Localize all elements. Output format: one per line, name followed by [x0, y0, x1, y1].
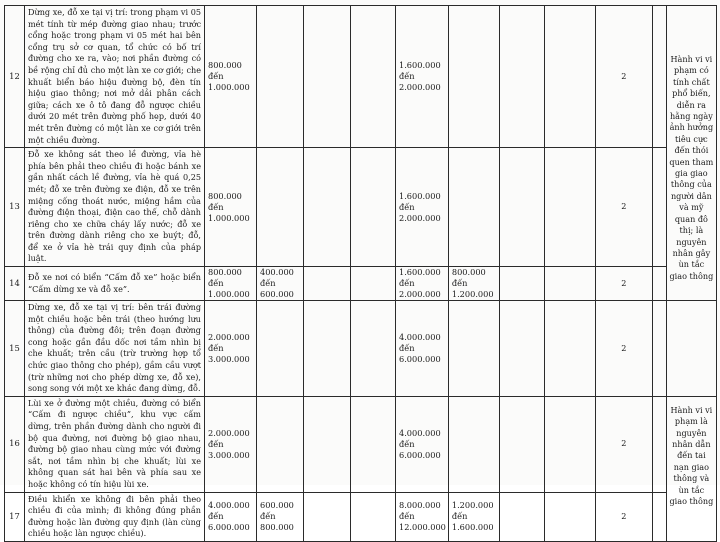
new-fine-cars: 1.600.000 đến 2.000.000 [396, 6, 449, 148]
empty-cell [652, 6, 666, 148]
new-fine-motorbikes [448, 6, 499, 148]
new-fine-motorbikes [448, 148, 499, 267]
empty-cell [351, 6, 396, 148]
old-fine-motorbikes [257, 6, 304, 148]
empty-cell [666, 301, 716, 397]
empty-cell [544, 267, 595, 301]
increase-factor: 2 [595, 6, 652, 148]
old-fine-motorbikes [257, 301, 304, 397]
empty-cell [351, 492, 396, 541]
increase-factor: 2 [595, 396, 652, 492]
empty-cell [499, 6, 544, 148]
old-fine-cars: 800.000 đến 1.000.000 [205, 148, 257, 267]
empty-cell [499, 267, 544, 301]
table-row [5, 396, 717, 492]
empty-cell [304, 396, 351, 492]
old-fine-motorbikes: 400.000 đến 600.000 [257, 267, 304, 301]
violation-description: Điều khiển xe không đi bên phải theo chiều đi của mình; đi không đúng phần đường hoặc làn đường quy định (làn cùng chiều hoặc làn ngược chiều). [25, 492, 205, 541]
empty-cell [351, 148, 396, 267]
empty-cell [544, 396, 595, 492]
violation-description: Dừng xe, đỗ xe tại vị trí: trong phạm vi 05 mét tính từ mép đường giao nhau; trước cổng hoặc trong phạm vi 05 mét hai bên cổng trụ sở cơ quan, tổ chức có bố trí đường cho xe ra, vào; nơi phần đường có bề rộng chỉ đủ cho một làn xe cơ giới; che khuất biển báo hiệu đường bộ, đèn tín hiệu giao thông; nơi mở dải phân cách giữa; cách xe ô tô đang đỗ ngược chiều dưới 20 mét trên đường phố hẹp, dưới 40 mét trên đường có một làn xe cơ giới trên một chiều đường. [25, 6, 205, 148]
table-row [5, 267, 717, 301]
row-number: 16 [5, 396, 25, 492]
table-row [5, 6, 717, 148]
empty-cell [304, 267, 351, 301]
empty-cell [351, 396, 396, 492]
old-fine-cars: 800.000 đến 1.000.000 [205, 267, 257, 301]
new-fine-cars: 4.000.000 đến 6.000.000 [396, 396, 449, 492]
row-number: 15 [5, 301, 25, 397]
new-fine-motorbikes [448, 396, 499, 492]
new-fine-motorbikes [448, 301, 499, 397]
row-number: 14 [5, 267, 25, 301]
old-fine-motorbikes [257, 396, 304, 492]
reason-note: Hành vi vi phạm là nguyên nhân dẫn đến tai nạn giao thông và ùn tắc giao thông [666, 396, 716, 541]
increase-factor: 2 [595, 301, 652, 397]
violation-description: Lùi xe ở đường một chiều, đường có biển “Cấm đi ngược chiều”, khu vực cấm dừng, trên phần đường dành cho người đi bộ qua đường, nơi đường bộ giao nhau, đường bộ giao nhau cùng mức với đường sắt, nơi tầm nhìn bị che khuất; lùi xe không quan sát hai bên và phía sau xe hoặc không có tín hiệu lùi xe. [25, 396, 205, 492]
new-fine-motorbikes: 800.000 đến 1.200.000 [448, 267, 499, 301]
new-fine-cars: 1.600.000 đến 2.000.000 [396, 148, 449, 267]
increase-factor: 2 [595, 492, 652, 541]
violation-description: Đỗ xe nơi có biển “Cấm đỗ xe” hoặc biển “Cấm dừng xe và đỗ xe”. [25, 267, 205, 301]
table-row [5, 492, 717, 541]
increase-factor: 2 [595, 267, 652, 301]
new-fine-cars: 1.600.000 đến 2.000.000 [396, 267, 449, 301]
empty-cell [351, 267, 396, 301]
row-number: 17 [5, 492, 25, 541]
old-fine-motorbikes [257, 148, 304, 267]
increase-factor: 2 [595, 148, 652, 267]
old-fine-cars: 2.000.000 đến 3.000.000 [205, 396, 257, 492]
new-fine-cars: 4.000.000 đến 6.000.000 [396, 301, 449, 397]
new-fine-motorbikes: 1.200.000 đến 1.600.000 [448, 492, 499, 541]
empty-cell [652, 492, 666, 541]
empty-cell [351, 301, 396, 397]
empty-cell [544, 492, 595, 541]
empty-cell [304, 148, 351, 267]
row-number: 12 [5, 6, 25, 148]
empty-cell [652, 396, 666, 492]
old-fine-cars: 4.000.000 đến 6.000.000 [205, 492, 257, 541]
reason-note: Hành vi vi phạm có tính chất phổ biến, diễn ra hằng ngày ảnh hưởng tiêu cực đến thói quen tham gia giao thông của người dân và mỹ quan đô thị; là nguyên nhân gây ùn tắc giao thông [666, 6, 716, 301]
empty-cell [304, 492, 351, 541]
empty-cell [499, 301, 544, 397]
row-number: 13 [5, 148, 25, 267]
empty-cell [304, 301, 351, 397]
new-fine-cars: 8.000.000 đến 12.000.000 [396, 492, 449, 541]
empty-cell [544, 148, 595, 267]
fine-comparison-table [4, 5, 717, 542]
table-row [5, 301, 717, 397]
empty-cell [652, 148, 666, 267]
old-fine-cars: 800.000 đến 1.000.000 [205, 6, 257, 148]
violation-description: Đỗ xe không sát theo lề đường, vỉa hè phía bên phải theo chiều đi hoặc bánh xe gần nhất cách lề đường, vỉa hè quá 0,25 mét; đỗ xe trên đường xe điện, đỗ xe trên miệng cống thoát nước, miệng hầm của đường điện thoại, điện cao thế, chỗ dành riêng cho xe chữa cháy lấy nước; đỗ xe trên đường dành riêng cho xe buýt; đỗ, để xe ở vỉa hè trái quy định của pháp luật. [25, 148, 205, 267]
empty-cell [652, 301, 666, 397]
empty-cell [544, 6, 595, 148]
old-fine-motorbikes: 600.000 đến 800.000 [257, 492, 304, 541]
empty-cell [499, 148, 544, 267]
empty-cell [652, 267, 666, 301]
cut-table-top [0, 0, 720, 4]
empty-cell [544, 301, 595, 397]
empty-cell [499, 396, 544, 492]
violation-description: Dừng xe, đỗ xe tại vị trí: bên trái đường một chiều hoặc bên trái (theo hướng lưu thông) của đường đôi; trên đoạn đường cong hoặc gần đầu dốc nơi tầm nhìn bị che khuất; trên cầu (trừ trường hợp tổ chức giao thông cho phép), gầm cầu vượt (trừ những nơi cho phép dừng xe, đỗ xe), song song với một xe khác đang dừng, đỗ. [25, 301, 205, 397]
old-fine-cars: 2.000.000 đến 3.000.000 [205, 301, 257, 397]
empty-cell [499, 492, 544, 541]
empty-cell [304, 6, 351, 148]
table-row [5, 148, 717, 267]
